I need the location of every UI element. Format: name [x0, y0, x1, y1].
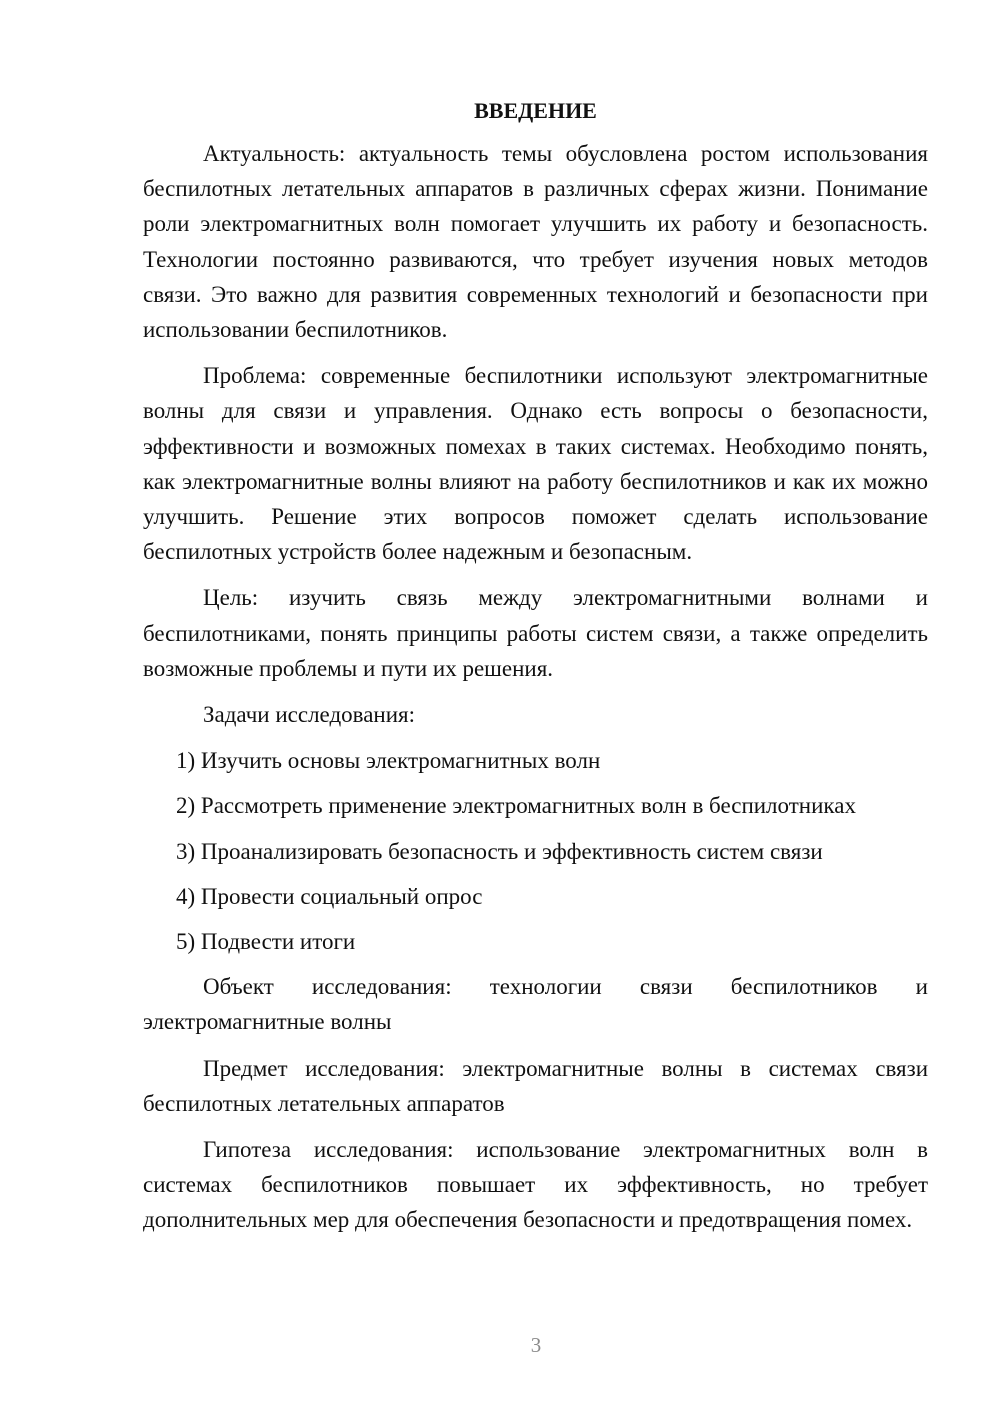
paragraph-hypothesis: Гипотеза исследования: использование электромагнитных волн в системах беспилотников повышает их эффективность, но требует дополнительных мер для обеспечения безопасности и предотвращения помех.	[143, 1137, 928, 1233]
task-item-2: 2) Рассмотреть применение электромагнитных волн в беспилотниках	[176, 793, 856, 819]
paragraph-relevance: Актуальность: актуальность темы обусловлена ростом использования беспилотных летательных аппаратов в различных сферах жизни. Понимание роли электромагнитных волн помогает улучшить их работу и безопасность. Технологии постоянно развиваются, что требует изучения новых методов связи. Это важно для развития современных технологий и безопасности при использовании беспилотников.	[143, 141, 928, 343]
paragraph-subject: Предмет исследования: электромагнитные волны в системах связи беспилотных летательных аппаратов	[143, 1055, 928, 1116]
section-title: ВВЕДЕНИЕ	[474, 98, 597, 123]
task-item-1: 1) Изучить основы электромагнитных волн	[176, 748, 601, 774]
paragraph-object: Объект исследования: технологии связи беспилотников и электромагнитные волны	[143, 974, 928, 1035]
paragraph-problem: Проблема: современные беспилотники используют электромагнитные волны для связи и управления. Однако есть вопросы о безопасности, эффективности и возможных помехах в таких системах. Необходимо понять, как электромагнитные волны влияют на работу беспилотников и как их можно улучшить. Решение этих вопросов поможет сделать использование беспилотных устройств более надежным и безопасным.	[143, 363, 928, 565]
task-item-5: 5) Подвести итоги	[176, 929, 356, 955]
task-item-3: 3) Проанализировать безопасность и эффективность систем связи	[176, 838, 823, 864]
page-content	[143, 94, 928, 1249]
task-item-4: 4) Провести социальный опрос	[176, 883, 483, 909]
paragraph-goal: Цель: изучить связь между электромагнитными волнами и беспилотниками, понять принципы работы систем связи, а также определить возможные проблемы и пути их решения.	[143, 585, 928, 681]
tasks-heading: Задачи исследования:	[203, 702, 416, 728]
tasks-list	[143, 743, 928, 959]
page-number: 3	[530, 1333, 542, 1357]
